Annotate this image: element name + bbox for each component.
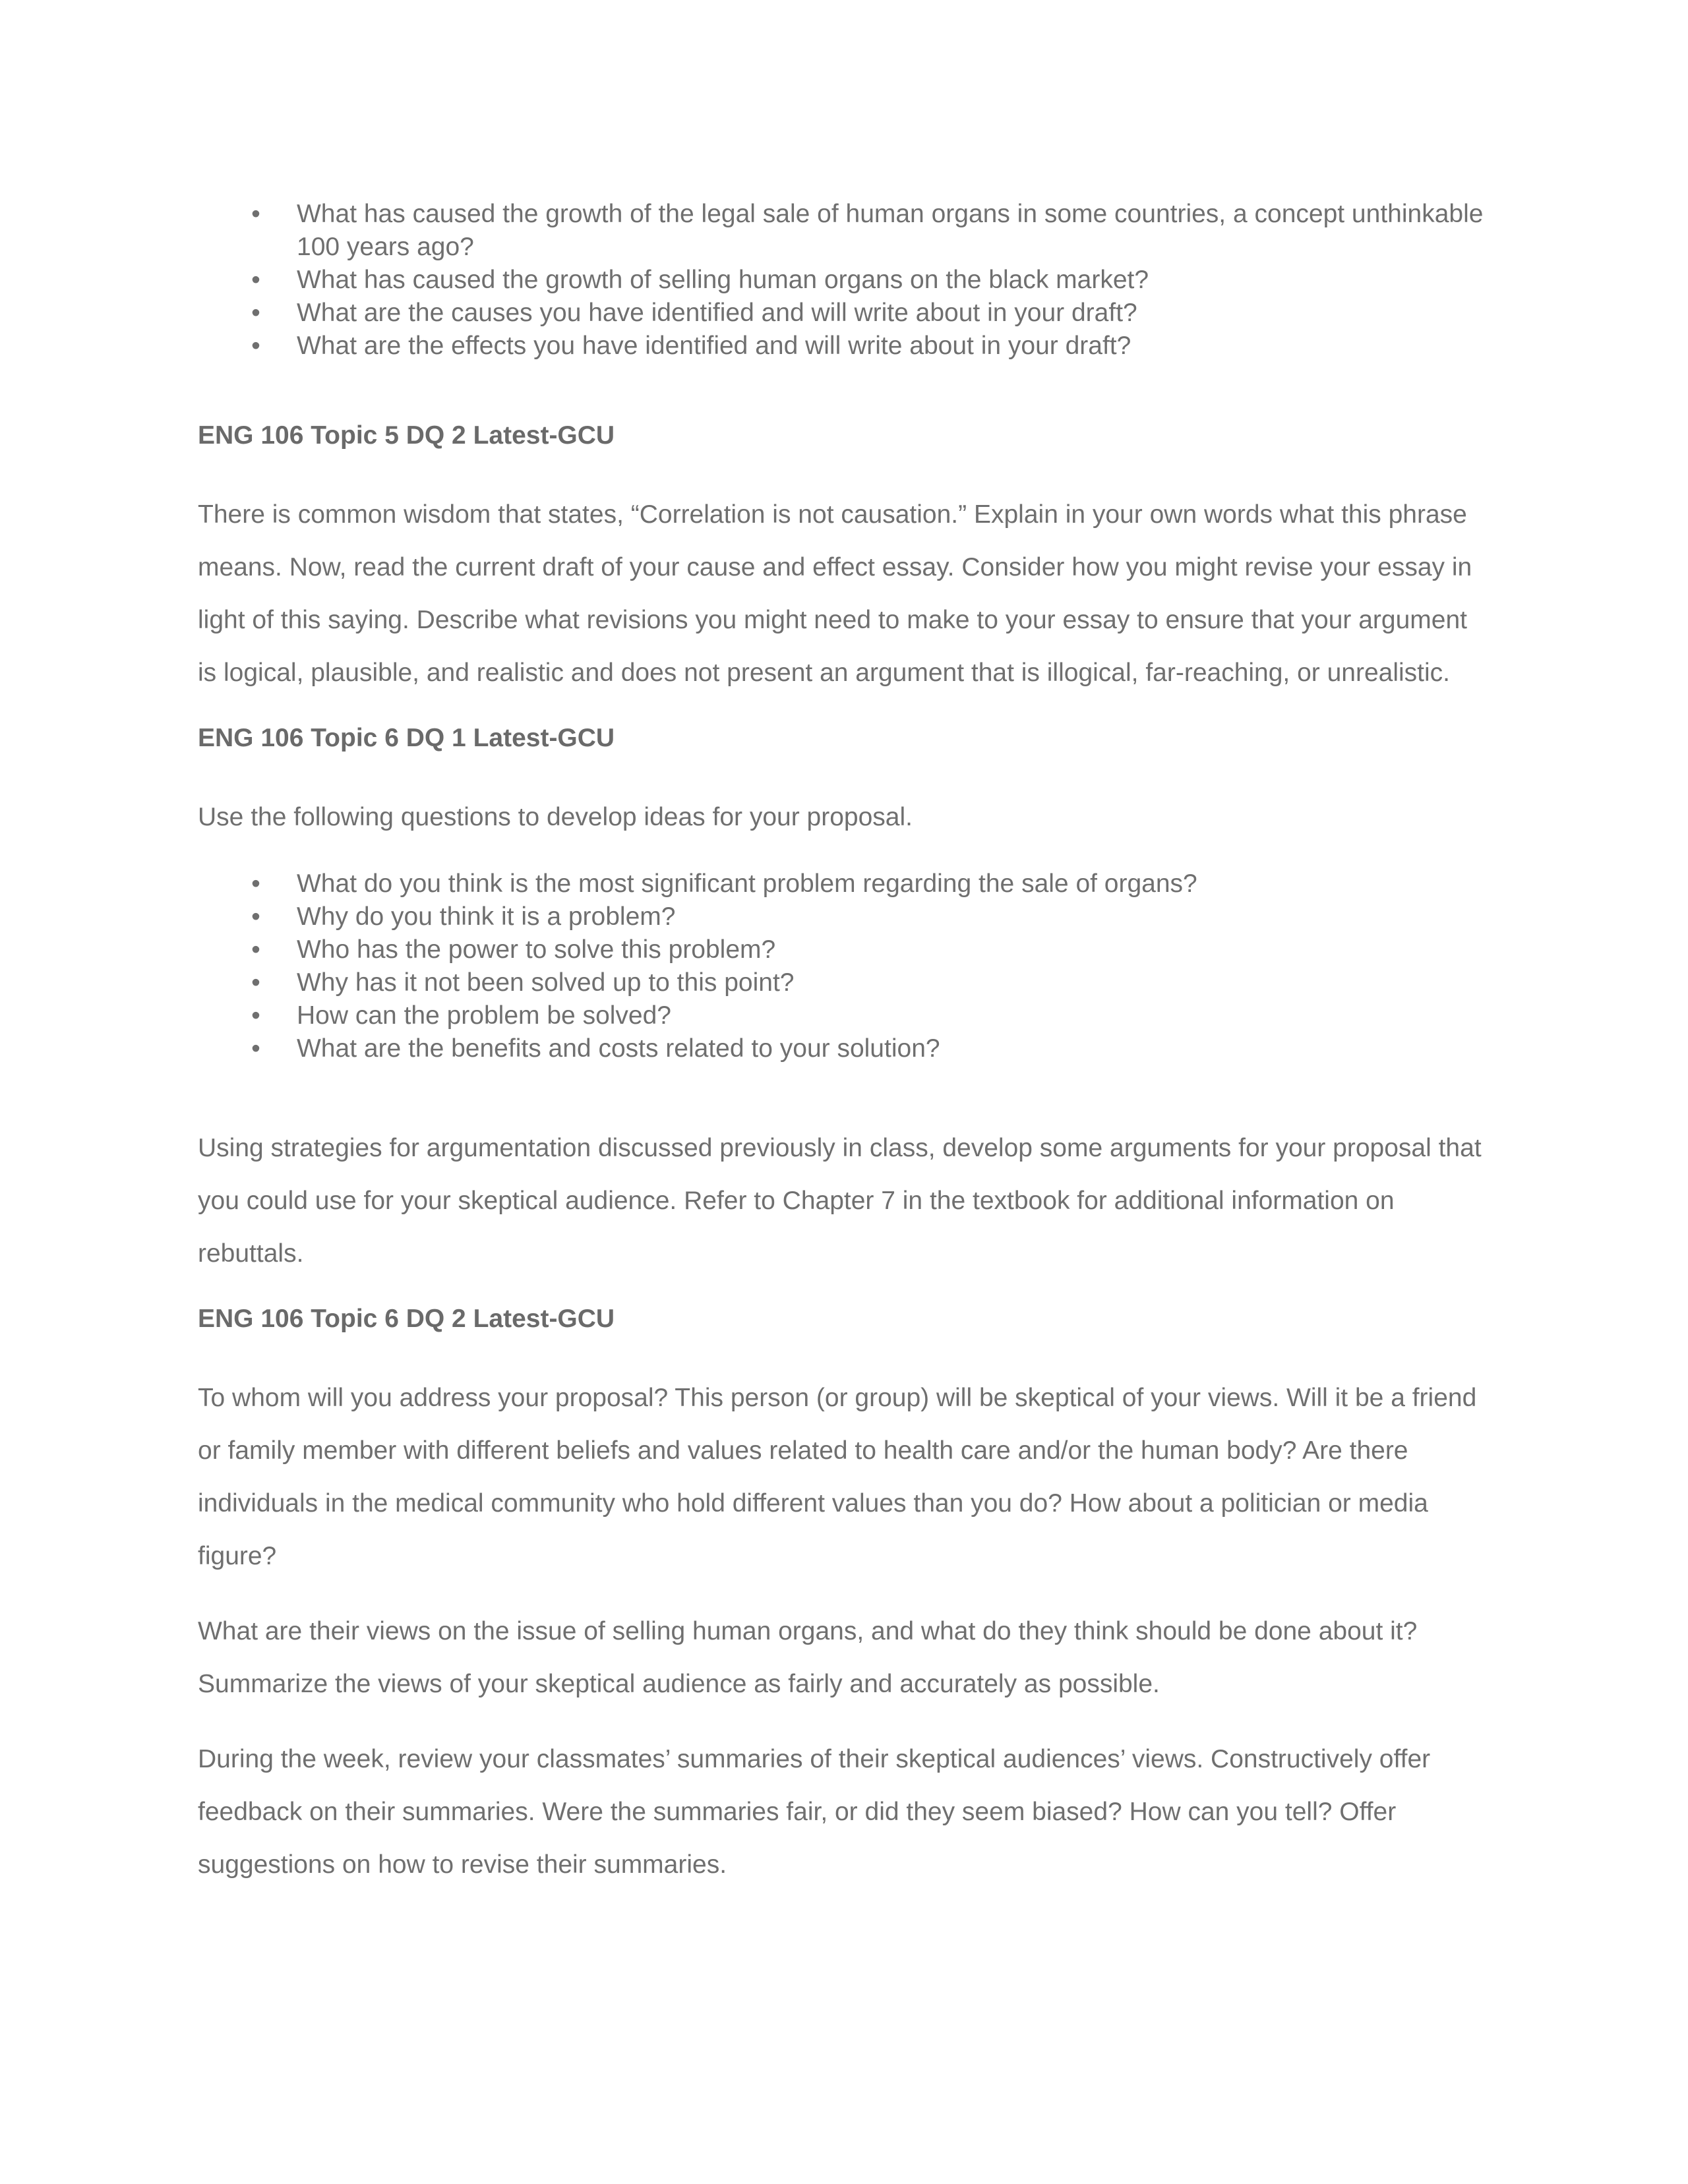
list-item: • What are the benefits and costs related to your solution? [198,1032,1490,1065]
bullet-icon: • [251,968,260,997]
list-item: • What are the causes you have identified and will write about in your draft? [198,297,1490,330]
bullet-icon: • [251,870,260,898]
section-heading-topic6-dq1: ENG 106 Topic 6 DQ 1 Latest-GCU [198,724,615,752]
paragraph-peer-review: During the week, review your classmates’ summaries of their skeptical audiences’ views. Constructively offer feedback on their summaries. Were the summaries fair, or did they seem biased? How can you tell? Offer suggestions on how to revise their summaries. [198,1745,1431,1879]
cause-effect-question-list [198,198,1490,363]
bullet-icon: • [251,1001,260,1030]
bullet-icon: • [251,266,260,294]
paragraph-address-proposal: To whom will you address your proposal? This person (or group) will be skeptical of your views. Will it be a friend or family member with different beliefs and values related to health care and/or the human body? Are there individuals in the medical community who hold different values than you do? How about a politician or media figure? [198,1384,1477,1570]
bullet-icon: • [251,299,260,327]
paragraph-correlation: There is common wisdom that states, “Correlation is not causation.” Explain in your own words what this phrase means. Now, read the current draft of your cause and effect essay. Consider how you might revise your essay in light of this saying. Describe what revisions you might need to make to your essay to ensure that your argument is logical, plausible, and realistic and does not present an argument that is illogical, far-reaching, or unrealistic. [198,500,1472,687]
section-heading-topic5-dq2: ENG 106 Topic 5 DQ 2 Latest-GCU [198,421,615,450]
document-body [198,198,1490,1891]
list-item: • How can the problem be solved? [198,999,1490,1032]
list-item: • What are the effects you have identified and will write about in your draft? [198,330,1490,363]
paragraph-proposal-intro: Use the following questions to develop ideas for your proposal. [198,803,913,831]
bullet-icon: • [251,902,260,931]
bullet-icon: • [251,935,260,964]
list-item: • Why has it not been solved up to this point? [198,966,1490,999]
list-item: • What do you think is the most significant problem regarding the sale of organs? [198,868,1490,900]
list-item: • Why do you think it is a problem? [198,900,1490,933]
paragraph-views: What are their views on the issue of selling human organs, and what do they think should be done about it? Summarize the views of your skeptical audience as fairly and accurately as possible. [198,1617,1418,1698]
bullet-icon: • [251,1034,260,1063]
section-heading-topic6-dq2: ENG 106 Topic 6 DQ 2 Latest-GCU [198,1305,615,1333]
bullet-icon: • [251,200,260,228]
list-item: • What has caused the growth of selling human organs on the black market? [198,264,1490,297]
list-item: • What has caused the growth of the legal sale of human organs in some countries, a concept unthinkable 100 years ago? [198,198,1490,264]
bullet-icon: • [251,332,260,360]
proposal-question-list [198,868,1490,1065]
list-item: • Who has the power to solve this problem? [198,933,1490,966]
paragraph-argumentation: Using strategies for argumentation discussed previously in class, develop some arguments for your proposal that you could use for your skeptical audience. Refer to Chapter 7 in the textbook for additional information on rebuttals. [198,1134,1482,1268]
